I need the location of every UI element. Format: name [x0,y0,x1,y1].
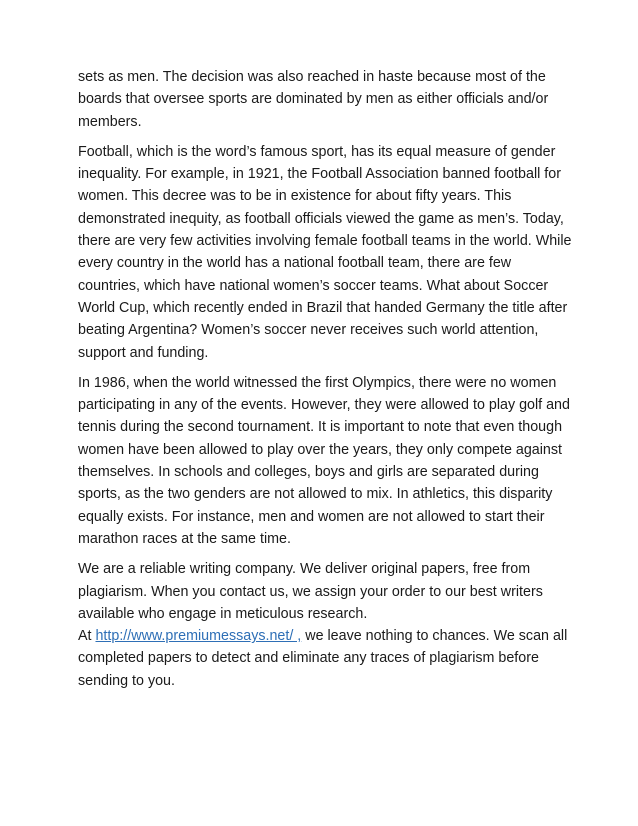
website-link[interactable]: http://www.premiumessays.net/ , [95,628,302,645]
paragraph-4-intro: We are a reliable writing company. We deliver original papers, free from plagiarism. When you contact us, we assign your order to our best writers available who engage in meticulous research. [78,561,543,622]
paragraph-3: In 1986, when the world witnessed the first Olympics, there were no women participating in any of the events. However, they were allowed to play golf and tennis during the second tournament. It is important to note that even though women have been allowed to play over the years, they only compete against themselves. In schools and colleges, boys and girls are separated during sports, as the two genders are not allowed to mix. In athletics, this disparity equally exists. For instance, men and women are not allowed to start their marathon races at the same time. [78,374,570,547]
paragraph-4-at: At [78,628,96,645]
paragraph-1: sets as men. The decision was also reached in haste because most of the boards that oversee sports are dominated by men as either officials and/or members. [78,69,549,130]
document-page [78,66,573,700]
paragraph-4-rest: we leave nothing to chances. We scan all completed papers to detect and eliminate any traces of plagiarism before sending to you. [78,628,568,689]
paragraph-4 [78,558,573,692]
paragraph-2: Football, which is the word’s famous sport, has its equal measure of gender inequality. For example, in 1921, the Football Association banned football for women. This decree was to be in existence for about fifty years. This demonstrated inequity, as football officials viewed the game as men’s. Today, there are very few activities involving female football teams in the world. While every country in the world has a national football team, there are few countries, which have national women’s soccer teams. What about Soccer World Cup, which recently ended in Brazil that handed Germany the title after beating Argentina? Women’s soccer never receives such world attention, support and funding. [78,143,572,361]
